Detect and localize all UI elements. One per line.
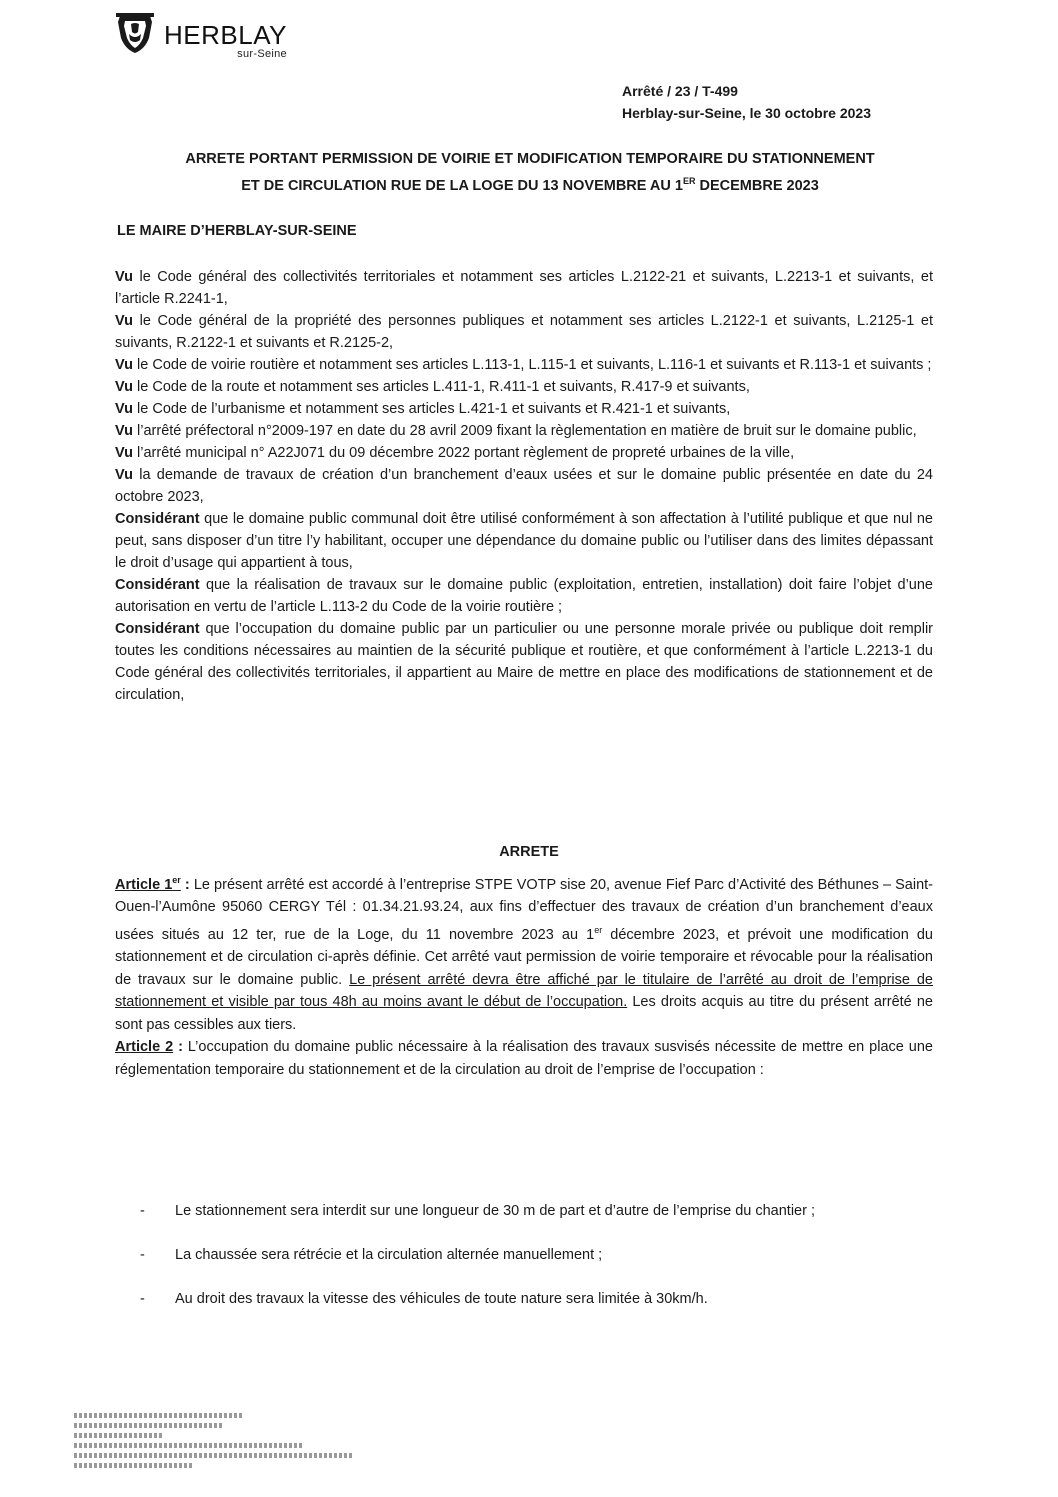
visa-paragraph: Vu l’arrêté municipal n° A22J071 du 09 décembre 2022 portant règlement de propreté urbaines de la ville, (115, 445, 795, 461)
footer-line (74, 1413, 244, 1418)
considerant-paragraph: Considérant que la réalisation de travaux sur le domaine public (exploitation, entretien, installation) doit faire l’objet d’une autorisation en vertu de l’article L.113-2 du Code de la voirie routière ; (115, 577, 933, 615)
visa-paragraph: Vu le Code de voirie routière et notamment ses articles L.113-1, L.115-1 et suivants, L.116-1 et suivants et R.113-1 et suivants ; (115, 357, 932, 373)
title-line-2-text: ET DE CIRCULATION RUE DE LA LOGE DU 13 NOVEMBRE AU 1 (241, 177, 683, 194)
posting-requirement: Le présent arrêté devra être affiché par le titulaire de l’arrêté au droit de l’emprise de stationnement et visible par tous 48h au moins avant le début de l’occupation. (115, 971, 933, 1011)
footer-line (74, 1433, 164, 1438)
place-date: Herblay-sur-Seine, le 30 octobre 2023 (622, 105, 871, 121)
visa-paragraph: Vu le Code de l’urbanisme et notamment ses articles L.421-1 et suivants et R.421-1 et suivants, (115, 401, 731, 417)
title-line-2-end: DECEMBRE 2023 (695, 177, 819, 194)
visa-paragraph: Vu l’arrêté préfectoral n°2009-197 en date du 28 avril 2009 fixant la règlementation en matière de bruit sur le domaine public, (115, 423, 917, 439)
title-line-1: ARRETE PORTANT PERMISSION DE VOIRIE ET MODIFICATION TEMPORAIRE DU STATIONNEMENT (185, 151, 875, 167)
article-1-label: Article 1er (115, 875, 181, 893)
issuer-heading: LE MAIRE D’HERBLAY-SUR-SEINE (117, 223, 357, 239)
article-2: Article 2 : L’occupation du domaine public nécessaire à la réalisation des travaux susvisés nécessite de mettre en place une réglementation temporaire du stationnement et de la circulation au droit de l’emprise de l’occupation : (115, 1039, 933, 1078)
articles-section (115, 869, 933, 1081)
article-1: Article 1er : Le présent arrêté est accordé à l’entreprise STPE VOTP sise 20, avenue Fief Parc d’Activité des Béthunes – Saint-Ouen-l’Aumône 95060 CERGY Tél : 01.34.21.93.24, aux fins d’effectuer des travaux de création d’un branchement d’eaux usées situés au 12 ter, rue de la Loge, du 11 novembre 2023 au 1er décembre 2023, et prévoit une modification du stationnement et de circulation ci-après définie. Cet arrêté vaut permission de voirie temporaire et révocable pour la réalisation de travaux sur le domaine public. Le présent arrêté devra être affiché par le titulaire de l’arrêté au droit de l’emprise de stationnement et visible par tous 48h au moins avant le début de l’occupation. Les droits acquis au titre du présent arrêté ne sont pas cessibles aux tiers. (115, 875, 933, 1033)
footer-line (74, 1443, 304, 1448)
visas-section (115, 266, 933, 706)
footer-address-block (74, 1413, 354, 1473)
title-line-2 (120, 170, 940, 197)
footer-line (74, 1463, 194, 1468)
measures-list (140, 1200, 934, 1332)
visa-paragraph: Vu le Code général de la propriété des personnes publiques et notamment ses articles L.2122-1 et suivants, L.2125-1 et suivants, R.2122-1 et suivants et R.2125-2, (115, 313, 933, 351)
visa-paragraph: Vu le Code général des collectivités territoriales et notamment ses articles L.2122-21 et suivants, L.2213-1 et suivants, et l’article R.2241-1, (115, 269, 933, 307)
footer-line (74, 1423, 224, 1428)
logo-subtitle: sur-Seine (237, 48, 287, 60)
logo-name: HERBLAY (164, 20, 287, 50)
considerant-paragraph: Considérant que le domaine public communal doit être utilisé conformément à son affectation à l’utilité publique et que nul ne peut, sans disposer d’un titre l’y habilitant, occuper une dépendance du domaine public ou l’utiliser dans des limites dépassant le droit d’usage qui appartient à tous, (115, 511, 933, 571)
herblay-logo (112, 10, 287, 60)
list-item: - Le stationnement sera interdit sur une longueur de 30 m de part et d’autre de l’emprise du chantier ; (140, 1203, 815, 1219)
article-2-label: Article 2 (115, 1039, 174, 1056)
list-item: - La chaussée sera rétrécie et la circulation alternée manuellement ; (140, 1247, 603, 1263)
footer-line (74, 1453, 354, 1458)
city-crest-icon (112, 10, 158, 56)
visa-paragraph: Vu le Code de la route et notamment ses articles L.411-1, R.411-1 et suivants, R.417-9 et suivants, (115, 379, 750, 395)
title-line-2-sup: ER (682, 176, 696, 186)
decree-reference (622, 80, 871, 124)
visa-paragraph: Vu la demande de travaux de création d’un branchement d’eaux usées et sur le domaine public présentée en date du 24 octobre 2023, (115, 467, 933, 505)
list-item: - Au droit des travaux la vitesse des véhicules de toute nature sera limitée à 30km/h. (140, 1291, 708, 1307)
arrete-heading: ARRETE (499, 844, 559, 860)
decree-number: Arrêté / 23 / T-499 (622, 83, 738, 99)
document-title (120, 148, 940, 197)
considerant-paragraph: Considérant que l’occupation du domaine public par un particulier ou une personne morale privée ou publique doit remplir toutes les conditions nécessaires au maintien de la sécurité publique et routière, et que conformément à l’article L.2213-1 du Code général des collectivités territoriales, il appartient au Maire de mettre en place des modifications de stationnement et de circulation, (115, 621, 933, 703)
